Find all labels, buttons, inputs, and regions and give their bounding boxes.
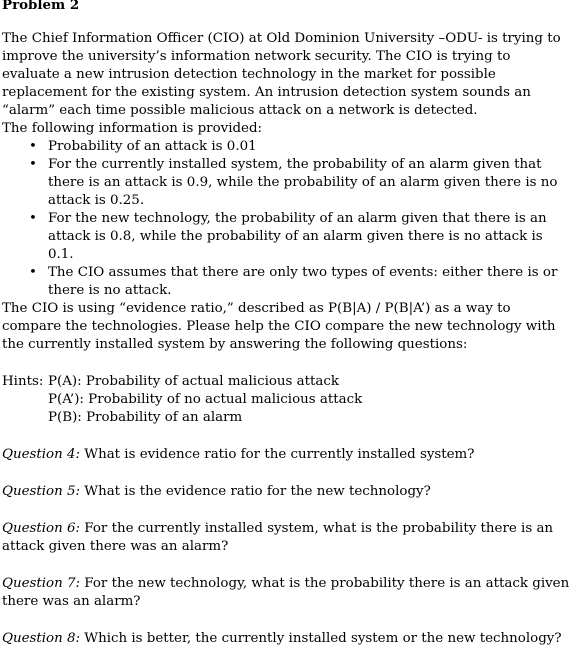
- hint-item: P(B): Probability of an alarm: [48, 410, 243, 425]
- question-label: Question 8:: [2, 631, 81, 646]
- problem-document: [2, 0, 572, 648]
- question-5: [2, 483, 572, 501]
- question-text: What is the evidence ratio for the new technology?: [80, 484, 431, 499]
- hints-list: [48, 373, 572, 427]
- question-label: Question 6:: [2, 521, 81, 536]
- question-6: [2, 520, 572, 556]
- question-label: Question 5:: [2, 484, 81, 499]
- question-label: Question 4:: [2, 447, 81, 462]
- bullet-icon: •: [29, 265, 37, 280]
- hint-item: P(A): Probability of actual malicious attack: [48, 374, 340, 389]
- hints-label: Hints:: [2, 374, 44, 389]
- hint-item: P(A’): Probability of no actual malicious attack: [48, 392, 363, 407]
- question-7: [2, 575, 572, 611]
- question-label: Question 7:: [2, 576, 81, 591]
- intro-paragraph: The Chief Information Officer (CIO) at Old Dominion University –ODU- is trying to improve the university’s information network security. The CIO is trying to evaluate a new intrusion detection technology in the market for possible replacement for the existing system. An intrusion detection system sounds an “alarm” each time possible malicious attack on a network is detected.: [2, 31, 561, 118]
- bullet-text: Probability of an attack is 0.01: [48, 139, 257, 154]
- problem-title: Problem 2: [2, 0, 80, 13]
- bullet-icon: •: [29, 157, 37, 172]
- question-8: [2, 630, 572, 648]
- question-text: For the new technology, what is the probability there is an attack given there was an alarm?: [2, 576, 570, 609]
- info-bullet-item: [2, 264, 572, 300]
- bullet-icon: •: [29, 139, 37, 154]
- question-4: [2, 446, 572, 464]
- closing-paragraph: The CIO is using “evidence ratio,” described as P(B|A) / P(B|A’) as a way to compare the technologies. Please help the CIO compare the new technology with the currently installed system by answering the following questions:: [2, 301, 556, 352]
- hints-block: [2, 373, 572, 427]
- bullet-text: For the new technology, the probability of an alarm given that there is an attack is 0.8, while the probability of an alarm given there is no attack is 0.1.: [48, 211, 547, 262]
- bullet-text: For the currently installed system, the probability of an alarm given that there is an attack is 0.9, while the probability of an alarm given there is no attack is 0.25.: [48, 157, 558, 208]
- info-bullet-item: [2, 156, 572, 210]
- info-lead: The following information is provided:: [2, 121, 263, 136]
- question-text: What is evidence ratio for the currently installed system?: [80, 447, 475, 462]
- bullet-icon: •: [29, 211, 37, 226]
- info-bullet-item: [2, 138, 572, 156]
- question-text: Which is better, the currently installed system or the new technology?: [80, 631, 562, 646]
- info-bullet-list: [2, 138, 572, 300]
- info-bullet-item: [2, 210, 572, 264]
- bullet-text: The CIO assumes that there are only two types of events: either there is or there is no attack.: [48, 265, 558, 298]
- question-text: For the currently installed system, what is the probability there is an attack given there was an alarm?: [2, 521, 554, 554]
